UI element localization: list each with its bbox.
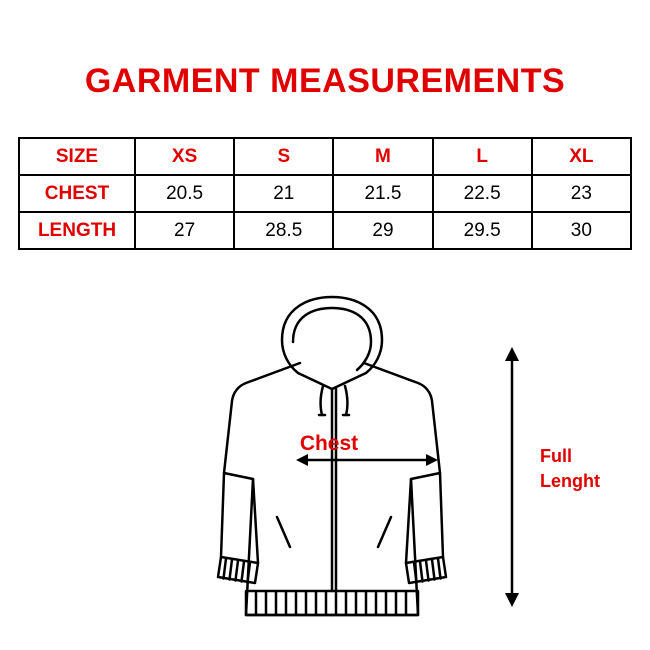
chest-s: 21 [234, 175, 333, 212]
table-header-s: S [234, 138, 333, 175]
measurements-table-wrapper [18, 137, 632, 250]
chest-m: 21.5 [333, 175, 432, 212]
length-measurement-arrow [505, 347, 519, 607]
table-header-row [19, 138, 631, 175]
length-label-line1: Full [540, 446, 572, 466]
row-label-length: LENGTH [19, 212, 135, 249]
length-xl: 30 [532, 212, 631, 249]
chest-l: 22.5 [433, 175, 532, 212]
page-title: GARMENT MEASUREMENTS [84, 62, 566, 100]
measurements-table [18, 137, 632, 250]
length-l: 29.5 [433, 212, 532, 249]
table-row [19, 175, 631, 212]
chest-measurement-arrow [296, 454, 438, 466]
chest-label: Chest [299, 432, 359, 455]
length-label-line2: Lenght [540, 471, 600, 491]
garment-illustration [0, 285, 650, 650]
length-s: 28.5 [234, 212, 333, 249]
table-row [19, 212, 631, 249]
table-header-m: M [333, 138, 432, 175]
table-header-xs: XS [135, 138, 234, 175]
table-header-l: L [433, 138, 532, 175]
length-m: 29 [333, 212, 432, 249]
table-header-xl: XL [532, 138, 631, 175]
hoodie-drawing [218, 297, 446, 615]
table-header-size: SIZE [19, 138, 135, 175]
chest-xs: 20.5 [135, 175, 234, 212]
row-label-chest: CHEST [19, 175, 135, 212]
length-xs: 27 [135, 212, 234, 249]
chest-xl: 23 [532, 175, 631, 212]
